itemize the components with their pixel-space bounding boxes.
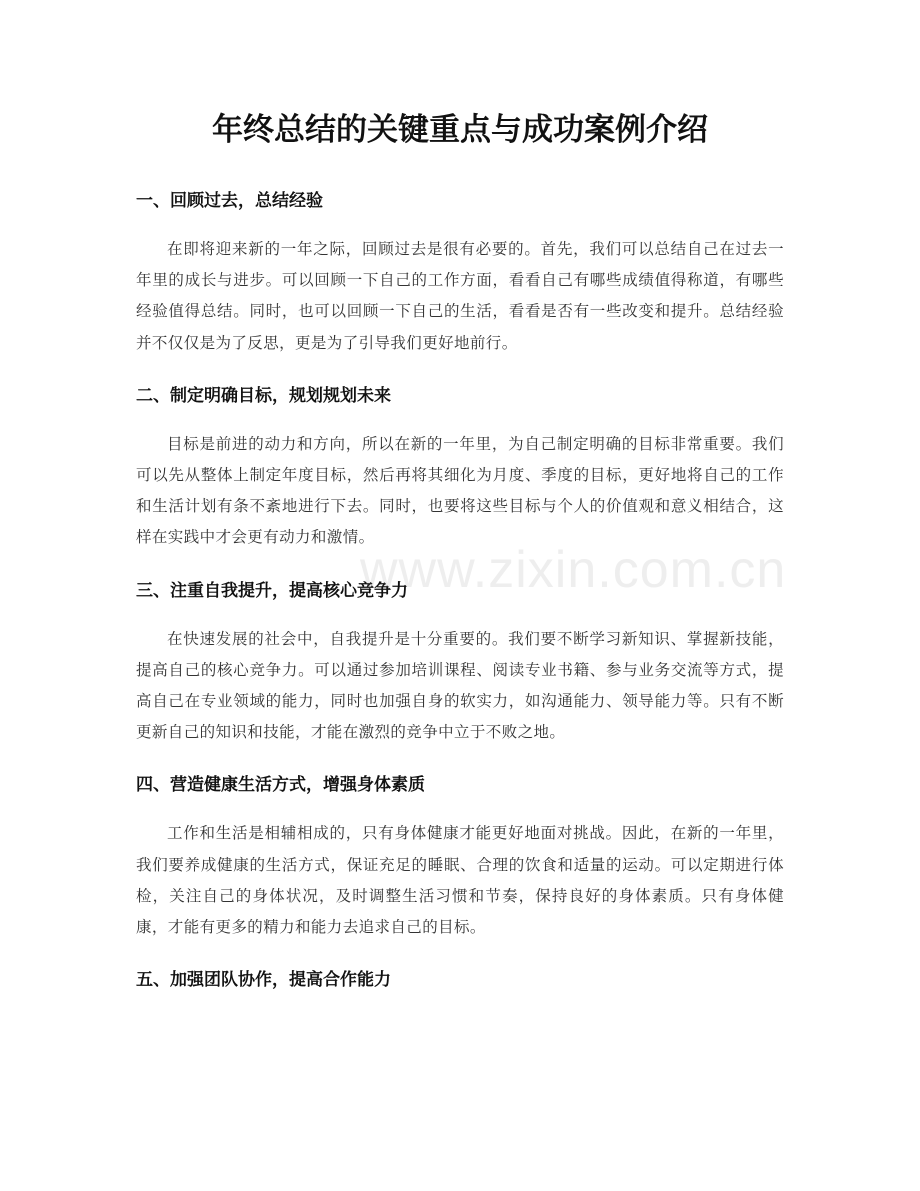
section-set-goals [136,373,784,554]
section-heading: 五、加强团队协作，提高合作能力 [136,970,391,991]
section-paragraph: 目标是前进的动力和方向，所以在新的一年里，为自己制定明确的目标非常重要。我们可以先从整体上制定年度目标，然后再将其细化为月度、季度的目标，更好地将自己的工作和生活计划有条不紊地进行下去。同时，也要将这些目标与个人的价值观和意义相结合，这样在实践中才会更有动力和激情。 [136,434,784,547]
section-paragraph: 在即将迎来新的一年之际，回顾过去是很有必要的。首先，我们可以总结自己在过去一年里的成长与进步。可以回顾一下自己的工作方面，看看自己有哪些成绩值得称道，有哪些经验值得总结。同时，也可以回顾一下自己的生活，看看是否有一些改变和提升。总结经验并不仅仅是为了反思，更是为了引导我们更好地前行。 [136,240,784,352]
section-heading: 三、注重自我提升，提高核心竞争力 [136,580,408,601]
section-heading: 一、回顾过去，总结经验 [136,191,323,211]
section-paragraph: 工作和生活是相辅相成的，只有身体健康才能更好地面对挑战。因此，在新的一年里，我们要养成健康的生活方式，保证充足的睡眠、合理的饮食和适量的运动。可以定期进行体检，关注自己的身体状况，及时调整生活习惯和节奏，保持良好的身体素质。只有身体健康，才能有更多的精力和能力去追求自己的目标。 [136,824,784,937]
section-review-past [136,178,784,359]
section-healthy-lifestyle [136,762,784,943]
document-title: 年终总结的关键重点与成功案例介绍 [212,112,708,148]
section-heading: 四、营造健康生活方式，增强身体素质 [136,775,425,796]
section-paragraph: 在快速发展的社会中，自我提升是十分重要的。我们要不断学习新知识、掌握新技能，提高自己的核心竞争力。可以通过参加培训课程、阅读专业书籍、参与业务交流等方式，提高自己在专业领域的能力，同时也加强自身的软实力，如沟通能力、领导能力等。只有不断更新自己的知识和技能，才能在激烈的竞争中立于不败之地。 [136,629,784,742]
watermark: www.zixin.com.cn [360,541,787,599]
document-content [136,178,787,1003]
section-heading: 二、制定明确目标，规划规划未来 [136,385,391,406]
section-teamwork [136,957,784,1003]
section-self-improvement [136,568,784,749]
